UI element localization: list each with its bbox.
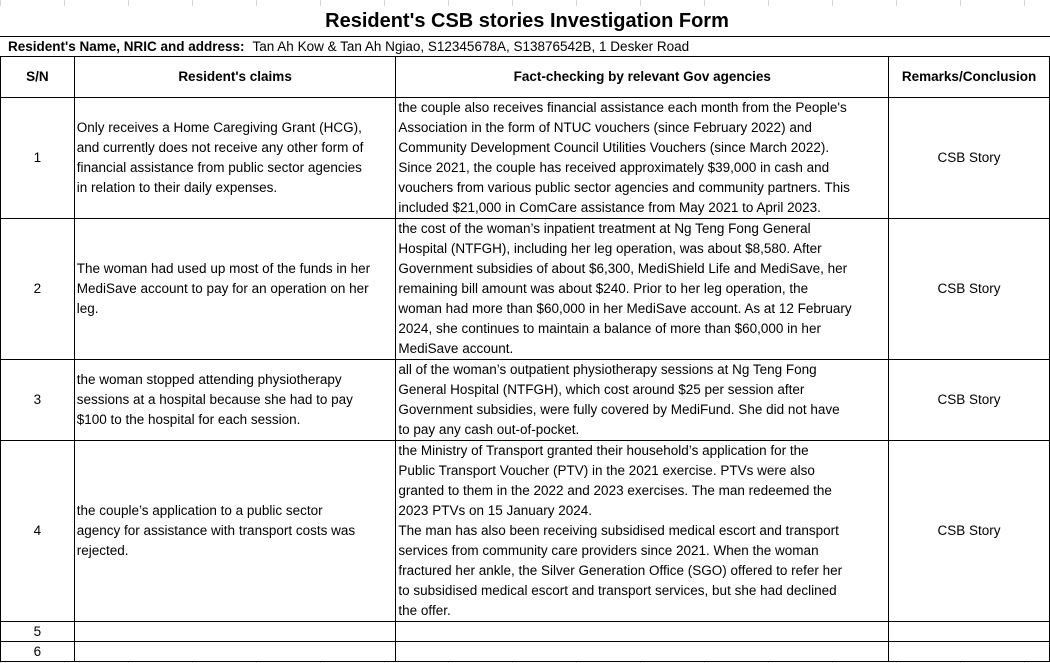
cell-claim[interactable]: the woman stopped attending physiotherapy sessions at a hospital because she had to pay $100 to the hospital for each session. — [74, 360, 396, 441]
cell-remark[interactable]: CSB Story — [889, 360, 1050, 441]
cell-sn[interactable]: 2 — [1, 219, 75, 360]
table-row — [1, 219, 1050, 360]
cell-remark[interactable]: CSB Story — [889, 219, 1050, 360]
header-remarks[interactable]: Remarks/Conclusion — [889, 57, 1050, 98]
table-row — [1, 441, 1050, 622]
cell-claim[interactable]: the couple’s application to a public sector agency for assistance with transport costs was rejected. — [74, 441, 396, 622]
cell-fact-check[interactable]: the couple also receives financial assistance each month from the People's Association in the form of NTUC vouchers (since February 2022) and Community Development Council Utilities Vouchers (since March 2022). Since 2021, the couple has received approximately $39,000 in cash and vouchers from various public sector agencies and community partners. This included $21,000 in ComCare assistance from May 2021 to April 2023. — [396, 98, 889, 219]
cell-sn[interactable]: 4 — [1, 441, 75, 622]
cell-sn[interactable]: 3 — [1, 360, 75, 441]
cell-claim[interactable] — [74, 622, 396, 642]
cell-sn[interactable]: 6 — [1, 642, 75, 662]
table-row — [1, 622, 1050, 642]
cell-sn[interactable]: 1 — [1, 98, 75, 219]
resident-info-value[interactable]: Tan Ah Kow & Tan Ah Ngiao, S12345678A, S13876542B, 1 Desker Road — [252, 39, 690, 54]
header-fact-check[interactable]: Fact-checking by relevant Gov agencies — [396, 57, 889, 98]
cell-fact-check[interactable]: the cost of the woman’s inpatient treatment at Ng Teng Fong General Hospital (NTFGH), including her leg operation, was about $8,580. After Government subsidies of about $6,300, MediShield Life and MediSave, her remaining bill amount was about $240. Prior to her leg operation, the woman had more than $60,000 in her MediSave account. As at 12 February 2024, she continues to maintain a balance of more than $60,000 in her MediSave account. — [396, 219, 889, 360]
investigation-table — [0, 56, 1050, 662]
cell-remark[interactable] — [889, 622, 1050, 642]
cell-claim[interactable] — [74, 642, 396, 662]
cell-fact-check[interactable]: the Ministry of Transport granted their household’s application for the Public Transport Voucher (PTV) in the 2021 exercise. PTVs were also granted to them in the 2022 and 2023 exercises. The man redeemed the 2023 PTVs on 15 January 2024. The man has also been receiving subsidised medical escort and transport services from community care providers since 2021. When the woman fractured her ankle, the Silver Generation Office (SGO) offered to refer her to subsidised medical escort and transport services, but she had declined the offer. — [396, 441, 889, 622]
table-row — [1, 360, 1050, 441]
cell-remark[interactable] — [889, 642, 1050, 662]
header-sn[interactable]: S/N — [1, 57, 75, 98]
form-title: Resident's CSB stories Investigation Form — [0, 6, 1050, 36]
cell-fact-check[interactable]: all of the woman’s outpatient physiotherapy sessions at Ng Teng Fong General Hospital (NTFGH), which cost around $25 per session after Government subsidies, were fully covered by MediFund. She did not have to pay any cash out-of-pocket. — [396, 360, 889, 441]
cell-fact-check[interactable] — [396, 642, 889, 662]
cell-remark[interactable]: CSB Story — [889, 98, 1050, 219]
cell-claim[interactable]: Only receives a Home Caregiving Grant (HCG), and currently does not receive any other form of financial assistance from public sector agencies in relation to their daily expenses. — [74, 98, 396, 219]
resident-info-row — [0, 36, 1050, 57]
table-row — [1, 642, 1050, 662]
cell-fact-check[interactable] — [396, 622, 889, 642]
cell-claim[interactable]: The woman had used up most of the funds in her MediSave account to pay for an operation on her leg. — [74, 219, 396, 360]
header-claims[interactable]: Resident's claims — [74, 57, 396, 98]
cell-sn[interactable]: 5 — [1, 622, 75, 642]
header-row — [1, 57, 1050, 98]
table-row — [1, 98, 1050, 219]
cell-remark[interactable]: CSB Story — [889, 441, 1050, 622]
resident-info-label: Resident's Name, NRIC and address: — [8, 39, 245, 54]
